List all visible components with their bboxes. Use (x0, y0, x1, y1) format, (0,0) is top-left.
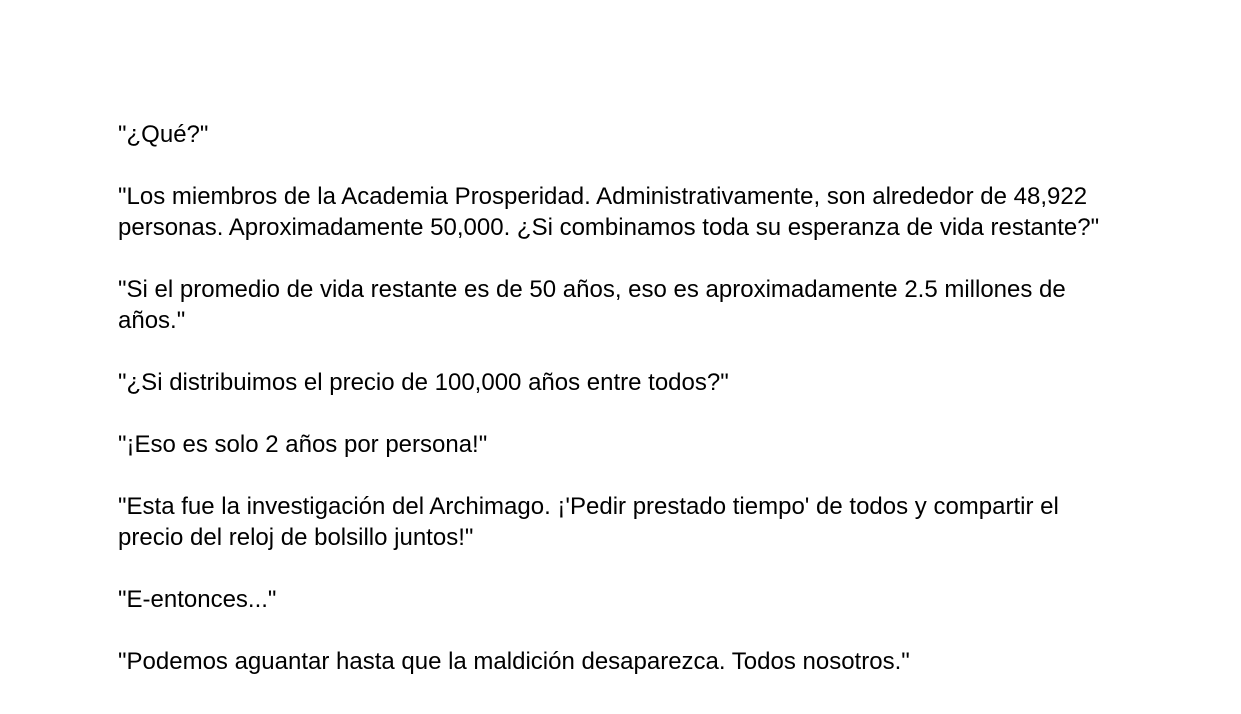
paragraph-1: "¿Qué?" (118, 121, 209, 148)
document-page (118, 119, 1108, 708)
paragraph-3: "Si el promedio de vida restante es de 50 años, eso es aproximadamente 2.5 millones de años." (118, 276, 1066, 334)
paragraph-4: "¿Si distribuimos el precio de 100,000 años entre todos?" (118, 369, 729, 396)
paragraph-7: "E-entonces..." (118, 586, 277, 613)
paragraph-5: "¡Eso es solo 2 años por persona!" (118, 431, 488, 458)
paragraph-6: "Esta fue la investigación del Archimago. ¡'Pedir prestado tiempo' de todos y compartir el precio del reloj de bolsillo juntos!" (118, 493, 1059, 551)
paragraph-2: "Los miembros de la Academia Prosperidad. Administrativamente, son alrededor de 48,922 personas. Aproximadamente 50,000. ¿Si combinamos toda su esperanza de vida restante?" (118, 183, 1100, 241)
paragraph-8: "Podemos aguantar hasta que la maldición desaparezca. Todos nosotros." (118, 648, 910, 675)
